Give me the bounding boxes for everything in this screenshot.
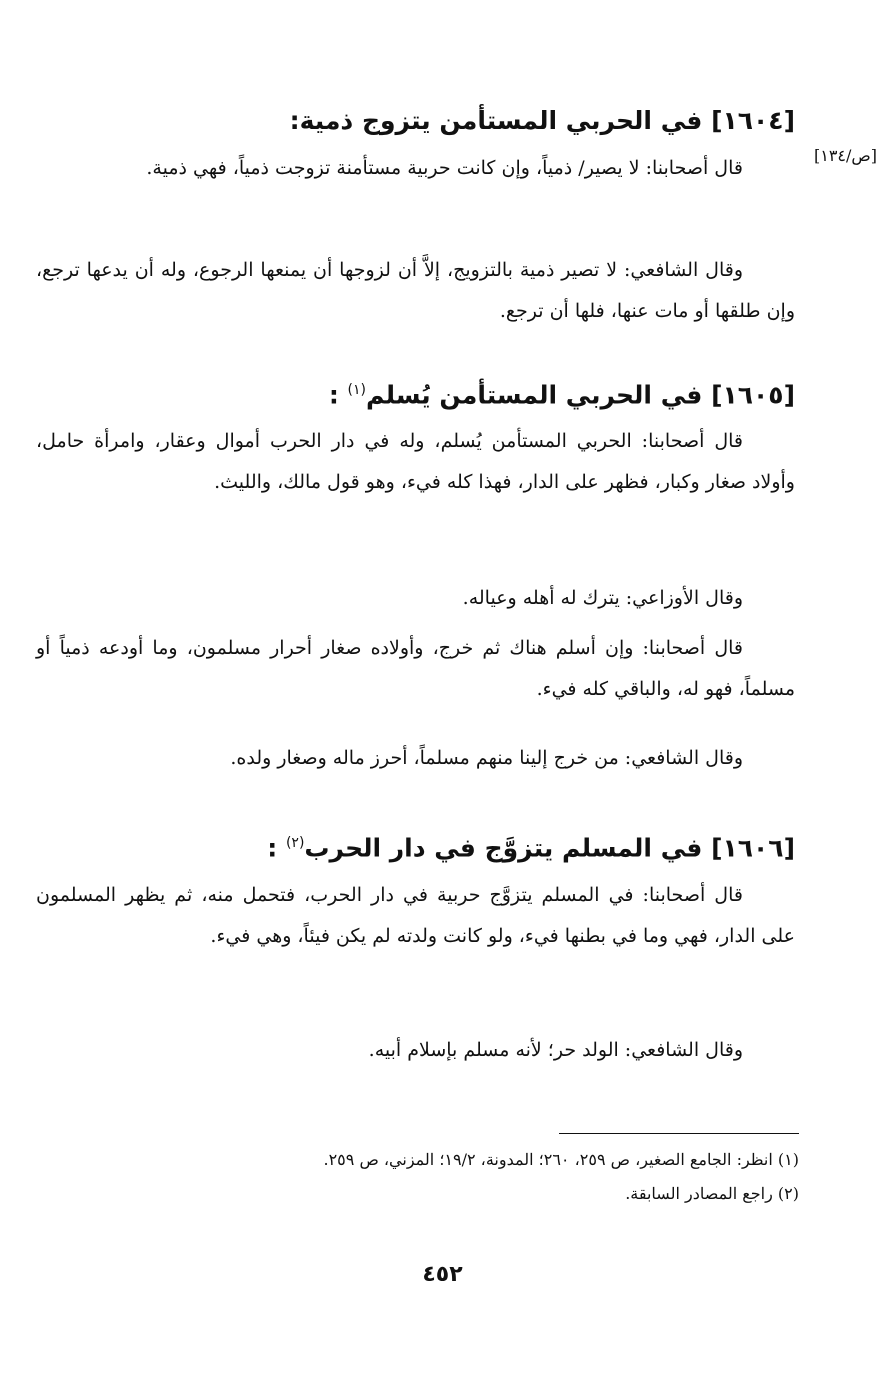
footnote: (٢) راجع المصادر السابقة. bbox=[625, 1184, 799, 1203]
paragraph: وقال الشافعي: من خرج إلينا منهم مسلماً، أحرز ماله وصغار ولده. bbox=[230, 747, 743, 769]
heading-colon: : bbox=[328, 380, 339, 410]
page-number: ٤٥٢ bbox=[422, 1262, 463, 1287]
footnote-marker: (٢) bbox=[285, 835, 305, 851]
section-number: [١٦٠٦] bbox=[711, 833, 795, 863]
section-heading-1606 bbox=[95, 825, 795, 866]
footnote-marker: (١) bbox=[347, 382, 367, 398]
section-number: [١٦٠٥] bbox=[711, 380, 795, 410]
paragraph: قال أصحابنا: الحربي المستأمن يُسلم، وله في دار الحرب أموال وعقار، وامرأة حامل، وأولاد صغار وكبار، فظهر على الدار، فهذا كله فيء، وهو قول مالك، والليث. bbox=[36, 430, 795, 493]
section-heading-1605 bbox=[95, 372, 795, 413]
footnote-separator bbox=[559, 1133, 799, 1134]
paragraph: وقال الأوزاعي: يترك له أهله وعياله. bbox=[462, 587, 743, 609]
heading-colon: : bbox=[267, 833, 278, 863]
section-number: [١٦٠٤] bbox=[711, 106, 795, 135]
section-title: في المسلم يتزوَّج في دار الحرب bbox=[304, 833, 703, 863]
paragraph: وقال الشافعي: لا تصير ذمية بالتزويج، إلاَّ أن لزوجها أن يمنعها الرجوع، وله أن يدعها ترجع، وإن طلقها أو مات عنها، فلها أن ترجع. bbox=[36, 259, 795, 322]
paragraph: قال أصحابنا: في المسلم يتزوَّج حربية في دار الحرب، فتحمل منه، ثم يظهر المسلمون على الدار، فهي وما في بطنها فيء، ولو كانت ولدته لم يكن فيئاً، وهي فيء. bbox=[36, 884, 795, 947]
section-title: في الحربي المستأمن يُسلم bbox=[366, 380, 703, 410]
paragraph: قال أصحابنا: وإن أسلم هناك ثم خرج، وأولاده صغار أحرار مسلمون، وما أودعه ذمياً أو مسلماً، فهو له، والباقي كله فيء. bbox=[36, 637, 795, 700]
section-heading-1604 bbox=[95, 103, 795, 139]
margin-page-reference: [ص/١٣٤] bbox=[813, 146, 877, 165]
section-title: في الحربي المستأمن يتزوج ذمية: bbox=[289, 106, 703, 135]
footnote: (١) انظر: الجامع الصغير، ص ٢٥٩، ٢٦٠؛ المدونة، ١٩/٢؛ المزني، ص ٢٥٩. bbox=[323, 1150, 799, 1169]
paragraph: وقال الشافعي: الولد حر؛ لأنه مسلم بإسلام أبيه. bbox=[368, 1039, 743, 1061]
paragraph: قال أصحابنا: لا يصير/ ذمياً، وإن كانت حربية مستأمنة تزوجت ذمياً، فهي ذمية. bbox=[146, 157, 743, 179]
